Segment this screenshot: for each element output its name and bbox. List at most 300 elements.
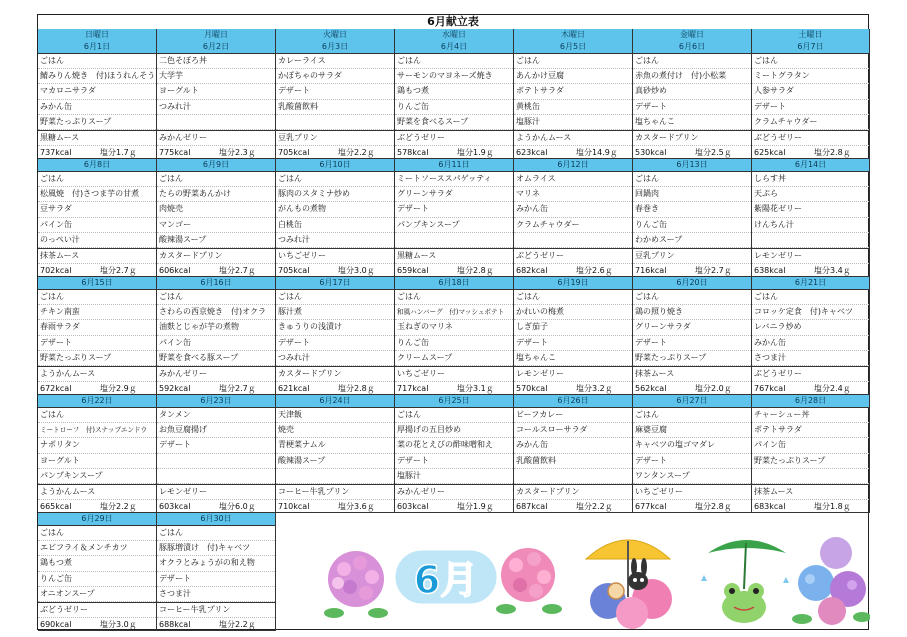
menu-item: コールスローサラダ <box>514 423 632 438</box>
menu-item: ごはん <box>157 526 275 541</box>
dessert-item: カスタードプリン <box>157 248 275 264</box>
menu-item: 野菜たっぷりスープ <box>633 351 751 366</box>
day-header: 月曜日 <box>157 29 276 41</box>
menu-item: 大学芋 <box>157 69 275 84</box>
nutrition-row <box>276 500 394 513</box>
salt-value: 塩分2.7ｇ <box>100 266 137 276</box>
calorie-value: 737kcal <box>40 148 72 158</box>
day-cell <box>157 159 276 277</box>
menu-item: けんちん汁 <box>752 218 869 233</box>
menu-item: 人参サラダ <box>752 84 869 99</box>
calorie-value: 690kcal <box>40 620 72 630</box>
salt-value: 塩分3.2ｇ <box>576 384 613 394</box>
menu-item: デザート <box>38 336 156 351</box>
dessert-item: 抹茶ムース <box>752 484 869 500</box>
dessert-item: いちごゼリー <box>395 366 513 382</box>
dessert-item: いちごゼリー <box>276 248 394 264</box>
dessert-item: コーヒー牛乳プリン <box>276 484 394 500</box>
menu-item: キャベツの塩ゴマダレ <box>633 438 751 453</box>
menu-item: デザート <box>752 100 869 115</box>
day-cell <box>752 159 870 277</box>
menu-item <box>514 233 632 248</box>
menu-item: ごはん <box>38 290 156 305</box>
month-label-badge <box>394 549 498 605</box>
menu-item <box>276 115 394 130</box>
day-header: 水曜日 <box>395 29 514 41</box>
salt-value: 塩分3.0ｇ <box>338 266 375 276</box>
day-cell <box>38 513 157 631</box>
menu-item: 塩豚汁 <box>395 469 513 484</box>
menu-item: ごはん <box>633 290 751 305</box>
nutrition-row <box>395 500 513 513</box>
day-cell <box>38 277 157 395</box>
menu-item: 鯖みりん焼き 付)ほうれんそう <box>38 69 156 84</box>
menu-item: ごはん <box>752 290 869 305</box>
menu-item: 天津飯 <box>276 408 394 423</box>
menu-item <box>157 115 275 130</box>
menu-item: デザート <box>276 336 394 351</box>
menu-item: ごはん <box>633 54 751 69</box>
menu-item: クラムチャウダー <box>514 218 632 233</box>
menu-item: ごはん <box>514 290 632 305</box>
date-label: 6月11日 <box>395 159 513 172</box>
dessert-item: 黒糖ムース <box>38 130 156 146</box>
calorie-value: 570kcal <box>516 384 548 394</box>
dessert-item: 黒糖ムース <box>395 248 513 264</box>
day-cell <box>752 395 870 513</box>
salt-value: 塩分2.8ｇ <box>695 502 732 512</box>
menu-item: 野菜たっぷりスープ <box>752 454 869 469</box>
menu-item: グリーンサラダ <box>395 187 513 202</box>
date-label: 6月22日 <box>38 395 156 408</box>
dessert-item: ようかんムース <box>38 484 156 500</box>
dessert-item: カスタードプリン <box>276 366 394 382</box>
salt-value: 塩分2.3ｇ <box>219 148 256 158</box>
menu-item: ごはん <box>752 54 869 69</box>
date-label: 6月8日 <box>38 159 156 172</box>
menu-item: パンプキンスープ <box>38 469 156 484</box>
date-label: 6月13日 <box>633 159 751 172</box>
menu-item: 玉ねぎのマリネ <box>395 320 513 335</box>
menu-item: 野菜たっぷりスープ <box>38 351 156 366</box>
menu-item: タンメン <box>157 408 275 423</box>
day-cell <box>276 41 395 159</box>
menu-item: さつま汁 <box>752 351 869 366</box>
nutrition-row <box>752 500 869 513</box>
menu-item: かれいの梅煮 <box>514 305 632 320</box>
salt-value: 塩分2.2ｇ <box>219 620 256 630</box>
day-cell <box>752 41 870 159</box>
menu-item: しらす丼 <box>752 172 869 187</box>
menu-item: ごはん <box>633 172 751 187</box>
nutrition-row <box>752 382 869 395</box>
date-label: 6月14日 <box>752 159 869 172</box>
menu-item: 肉焼売 <box>157 202 275 217</box>
salt-value: 塩分2.8ｇ <box>814 148 851 158</box>
day-cell <box>633 395 752 513</box>
nutrition-row <box>38 264 156 277</box>
day-cell <box>514 41 633 159</box>
dessert-item: ようかんムース <box>514 130 632 146</box>
calorie-value: 682kcal <box>516 266 548 276</box>
menu-item: ポテトサラダ <box>752 423 869 438</box>
nutrition-row <box>514 500 632 513</box>
menu-item: かぼちゃのサラダ <box>276 69 394 84</box>
menu-item: 天ぷら <box>752 187 869 202</box>
menu-item: つみれ汁 <box>276 351 394 366</box>
day-cell <box>514 395 633 513</box>
nutrition-row <box>633 146 751 159</box>
date-label: 6月29日 <box>38 513 156 526</box>
day-header: 木曜日 <box>514 29 633 41</box>
menu-item: みかん缶 <box>514 202 632 217</box>
date-label: 6月12日 <box>514 159 632 172</box>
nutrition-row <box>38 146 156 159</box>
menu-item: ごはん <box>157 172 275 187</box>
menu-item: デザート <box>276 84 394 99</box>
salt-value: 塩分14.9ｇ <box>576 148 618 158</box>
salt-value: 塩分1.8ｇ <box>814 502 851 512</box>
menu-item: 二色そぼろ丼 <box>157 54 275 69</box>
nutrition-row <box>752 264 869 277</box>
salt-value: 塩分2.2ｇ <box>100 502 137 512</box>
date-label: 6月18日 <box>395 277 513 290</box>
date-label: 6月16日 <box>157 277 275 290</box>
menu-item: たらの野菜あんかけ <box>157 187 275 202</box>
decoration-area <box>316 527 870 631</box>
menu-sheet <box>37 14 869 630</box>
calorie-value: 603kcal <box>397 502 429 512</box>
calorie-value: 665kcal <box>40 502 72 512</box>
menu-item: デザート <box>157 438 275 453</box>
menu-item <box>157 469 275 484</box>
dessert-item: レモンゼリー <box>157 484 275 500</box>
dessert-item: ぶどうゼリー <box>38 602 156 618</box>
menu-item: みかん缶 <box>38 100 156 115</box>
salt-value: 塩分2.8ｇ <box>457 266 494 276</box>
menu-item: しぎ茄子 <box>514 320 632 335</box>
menu-item: のっぺい汁 <box>38 233 156 248</box>
menu-item: オムライス <box>514 172 632 187</box>
menu-item: 春巻き <box>633 202 751 217</box>
calorie-value: 578kcal <box>397 148 429 158</box>
day-cell <box>276 395 395 513</box>
salt-value: 塩分2.0ｇ <box>695 384 732 394</box>
menu-item: りんご缶 <box>633 218 751 233</box>
menu-item <box>752 469 869 484</box>
day-cell <box>276 159 395 277</box>
calorie-value: 702kcal <box>40 266 72 276</box>
menu-item: 豚汁煮 <box>276 305 394 320</box>
nutrition-row <box>395 146 513 159</box>
nutrition-row <box>276 264 394 277</box>
umbrella-snail-icon <box>586 540 672 629</box>
menu-item: マンゴー <box>157 218 275 233</box>
day-cell <box>157 395 276 513</box>
menu-item: 赤魚の煮付け 付)小松菜 <box>633 69 751 84</box>
day-cell <box>633 159 752 277</box>
menu-item: ミートソーススパゲッティ <box>395 172 513 187</box>
salt-value: 塩分6.0ｇ <box>219 502 256 512</box>
date-label: 6月2日 <box>157 41 275 54</box>
calorie-value: 705kcal <box>278 148 310 158</box>
calorie-value: 603kcal <box>159 502 191 512</box>
menu-item <box>752 233 869 248</box>
menu-item: ごはん <box>395 408 513 423</box>
menu-item: 野菜を食べる豚スープ <box>157 351 275 366</box>
calorie-value: 716kcal <box>635 266 667 276</box>
date-label: 6月26日 <box>514 395 632 408</box>
calorie-value: 705kcal <box>278 266 310 276</box>
menu-item: 酸辣湯スープ <box>276 454 394 469</box>
dessert-item: レモンゼリー <box>514 366 632 382</box>
menu-item: りんご缶 <box>395 336 513 351</box>
menu-item: パイン缶 <box>38 218 156 233</box>
menu-item: みかん缶 <box>514 438 632 453</box>
menu-item: デザート <box>633 336 751 351</box>
menu-item: パイン缶 <box>752 438 869 453</box>
menu-item: 乳酸菌飲料 <box>514 454 632 469</box>
dessert-item: みかんゼリー <box>157 130 275 146</box>
nutrition-row <box>157 146 275 159</box>
dessert-item: カスタードプリン <box>633 130 751 146</box>
date-label: 6月5日 <box>514 41 632 54</box>
menu-item: デザート <box>633 100 751 115</box>
nutrition-row <box>157 382 275 395</box>
calorie-value: 638kcal <box>754 266 786 276</box>
dessert-item: カスタードプリン <box>514 484 632 500</box>
menu-item: ごはん <box>157 290 275 305</box>
nutrition-row <box>395 264 513 277</box>
salt-value: 塩分1.9ｇ <box>457 502 494 512</box>
hydrangea-bunch-icon <box>792 537 870 625</box>
menu-item <box>276 469 394 484</box>
dessert-item: ぶどうゼリー <box>395 130 513 146</box>
day-cell <box>38 395 157 513</box>
calorie-value: 672kcal <box>40 384 72 394</box>
date-label: 6月30日 <box>157 513 275 526</box>
date-label: 6月25日 <box>395 395 513 408</box>
nutrition-row <box>38 618 156 631</box>
date-label: 6月19日 <box>514 277 632 290</box>
menu-item: 豆サラダ <box>38 202 156 217</box>
calorie-value: 623kcal <box>516 148 548 158</box>
calorie-value: 683kcal <box>754 502 786 512</box>
date-label: 6月21日 <box>752 277 869 290</box>
calorie-value: 621kcal <box>278 384 310 394</box>
menu-item: さつま汁 <box>157 587 275 602</box>
dessert-item: ぶどうゼリー <box>752 130 869 146</box>
menu-item: がんもの煮物 <box>276 202 394 217</box>
date-label: 6月7日 <box>752 41 869 54</box>
menu-item: ごはん <box>395 54 513 69</box>
menu-item: レバニラ炒め <box>752 320 869 335</box>
nutrition-row <box>633 382 751 395</box>
calorie-value: 775kcal <box>159 148 191 158</box>
calorie-value: 606kcal <box>159 266 191 276</box>
nutrition-row <box>276 382 394 395</box>
salt-value: 塩分2.8ｇ <box>338 384 375 394</box>
salt-value: 塩分2.6ｇ <box>576 266 613 276</box>
calorie-value: 592kcal <box>159 384 191 394</box>
menu-item: コロッケ定食 付)キャベツ <box>752 305 869 320</box>
menu-item: マカロニサラダ <box>38 84 156 99</box>
menu-item: オクラとみょうがの和え物 <box>157 556 275 571</box>
dessert-item: 抹茶ムース <box>633 366 751 382</box>
dessert-item: いちごゼリー <box>633 484 751 500</box>
menu-item: ヨーグルト <box>38 454 156 469</box>
hydrangea-pink-icon <box>496 548 562 614</box>
menu-item: ごはん <box>276 290 394 305</box>
menu-item: グリーンサラダ <box>633 320 751 335</box>
day-header: 土曜日 <box>752 29 870 41</box>
menu-item: 塩ちゃんこ <box>514 351 632 366</box>
calorie-value: 767kcal <box>754 384 786 394</box>
menu-item: 黄桃缶 <box>514 100 632 115</box>
nutrition-row <box>633 264 751 277</box>
nutrition-row <box>514 264 632 277</box>
menu-item: 鶏もつ煮 <box>38 556 156 571</box>
nutrition-row <box>276 146 394 159</box>
day-header: 火曜日 <box>276 29 395 41</box>
menu-item: ごはん <box>276 172 394 187</box>
menu-item: パンプキンスープ <box>395 218 513 233</box>
menu-item: 真砂炒め <box>633 84 751 99</box>
menu-item: チキン南蛮 <box>38 305 156 320</box>
salt-value: 塩分3.6ｇ <box>338 502 375 512</box>
menu-item: 鶏の照り焼き <box>633 305 751 320</box>
dessert-item: ようかんムース <box>38 366 156 382</box>
day-cell <box>38 41 157 159</box>
menu-item <box>514 469 632 484</box>
nutrition-row <box>395 382 513 395</box>
menu-item: 菜の花とえびの酢味噌和え <box>395 438 513 453</box>
day-cell <box>395 159 514 277</box>
menu-item: ごはん <box>514 54 632 69</box>
menu-item: わかめスープ <box>633 233 751 248</box>
menu-item: パイン缶 <box>157 336 275 351</box>
menu-item: 野菜を食べるスープ <box>395 115 513 130</box>
menu-item: ナポリタン <box>38 438 156 453</box>
calorie-value: 717kcal <box>397 384 429 394</box>
dessert-item: 豆乳プリン <box>276 130 394 146</box>
menu-item: 乳酸菌飲料 <box>276 100 394 115</box>
menu-item: デザート <box>157 572 275 587</box>
date-label: 6月3日 <box>276 41 394 54</box>
dessert-item: 抹茶ムース <box>38 248 156 264</box>
calorie-value: 530kcal <box>635 148 667 158</box>
menu-item: ごはん <box>38 172 156 187</box>
day-cell <box>157 277 276 395</box>
menu-item: あんかけ豆腐 <box>514 69 632 84</box>
menu-item: カレーライス <box>276 54 394 69</box>
day-cell <box>514 159 633 277</box>
nutrition-row <box>633 500 751 513</box>
menu-item: チャーシュー丼 <box>752 408 869 423</box>
dessert-item: みかんゼリー <box>395 484 513 500</box>
menu-item: ワンタンスープ <box>633 469 751 484</box>
calorie-value: 677kcal <box>635 502 667 512</box>
date-label: 6月6日 <box>633 41 751 54</box>
menu-item: お魚豆腐揚げ <box>157 423 275 438</box>
menu-item: 豚豚増漬け 付)キャベツ <box>157 541 275 556</box>
dessert-item: みかんゼリー <box>157 366 275 382</box>
date-label: 6月9日 <box>157 159 275 172</box>
nutrition-row <box>752 146 869 159</box>
dessert-item: 豆乳プリン <box>633 248 751 264</box>
nutrition-row <box>514 146 632 159</box>
salt-value: 塩分1.9ｇ <box>457 148 494 158</box>
menu-item: サーモンのマヨネーズ焼き <box>395 69 513 84</box>
salt-value: 塩分2.7ｇ <box>695 266 732 276</box>
menu-item: ごはん <box>395 290 513 305</box>
menu-item: デザート <box>633 454 751 469</box>
day-cell <box>157 41 276 159</box>
menu-item: 塩豚汁 <box>514 115 632 130</box>
menu-item: 野菜たっぷりスープ <box>38 115 156 130</box>
day-cell <box>157 513 276 631</box>
day-cell <box>395 277 514 395</box>
salt-value: 塩分2.4ｇ <box>814 384 851 394</box>
date-label: 6月1日 <box>38 41 156 54</box>
day-cell <box>395 41 514 159</box>
nutrition-row <box>157 264 275 277</box>
menu-item: クリームスープ <box>395 351 513 366</box>
calorie-value: 688kcal <box>159 620 191 630</box>
menu-item: みかん缶 <box>752 336 869 351</box>
date-label: 6月24日 <box>276 395 394 408</box>
dessert-item: コーヒー牛乳プリン <box>157 602 275 618</box>
menu-item: 塩ちゃんこ <box>633 115 751 130</box>
menu-item: デザート <box>395 202 513 217</box>
date-label: 6月10日 <box>276 159 394 172</box>
menu-item: きゅうりの浅漬け <box>276 320 394 335</box>
menu-item: りんご缶 <box>395 100 513 115</box>
menu-item: ヨーグルト <box>157 84 275 99</box>
date-label: 6月17日 <box>276 277 394 290</box>
day-cell <box>514 277 633 395</box>
menu-item: 厚揚げの五目炒め <box>395 423 513 438</box>
menu-item: デザート <box>395 454 513 469</box>
menu-item: ごはん <box>38 408 156 423</box>
salt-value: 塩分2.2ｇ <box>338 148 375 158</box>
day-cell <box>38 159 157 277</box>
menu-item: 酸辣湯スープ <box>157 233 275 248</box>
day-header: 日曜日 <box>38 29 157 41</box>
menu-item: クラムチャウダー <box>752 115 869 130</box>
salt-value: 塩分2.2ｇ <box>576 502 613 512</box>
hydrangea-left-icon <box>324 551 388 618</box>
nutrition-row <box>38 500 156 513</box>
calorie-value: 562kcal <box>635 384 667 394</box>
menu-item: 松風焼 付)さつま芋の甘煮 <box>38 187 156 202</box>
frog-icon <box>701 540 789 623</box>
menu-item: マリネ <box>514 187 632 202</box>
menu-item: ビーフカレー <box>514 408 632 423</box>
salt-value: 塩分2.7ｇ <box>219 266 256 276</box>
menu-item: 回鍋肉 <box>633 187 751 202</box>
salt-value: 塩分3.0ｇ <box>100 620 137 630</box>
dessert-item: ぶどうゼリー <box>514 248 632 264</box>
date-label: 6月15日 <box>38 277 156 290</box>
salt-value: 塩分2.5ｇ <box>695 148 732 158</box>
menu-item: デザート <box>514 336 632 351</box>
menu-item: ごはん <box>38 526 156 541</box>
menu-item: ごはん <box>38 54 156 69</box>
menu-item: エビフライ＆メンチカツ <box>38 541 156 556</box>
date-label: 6月28日 <box>752 395 869 408</box>
menu-item <box>395 233 513 248</box>
